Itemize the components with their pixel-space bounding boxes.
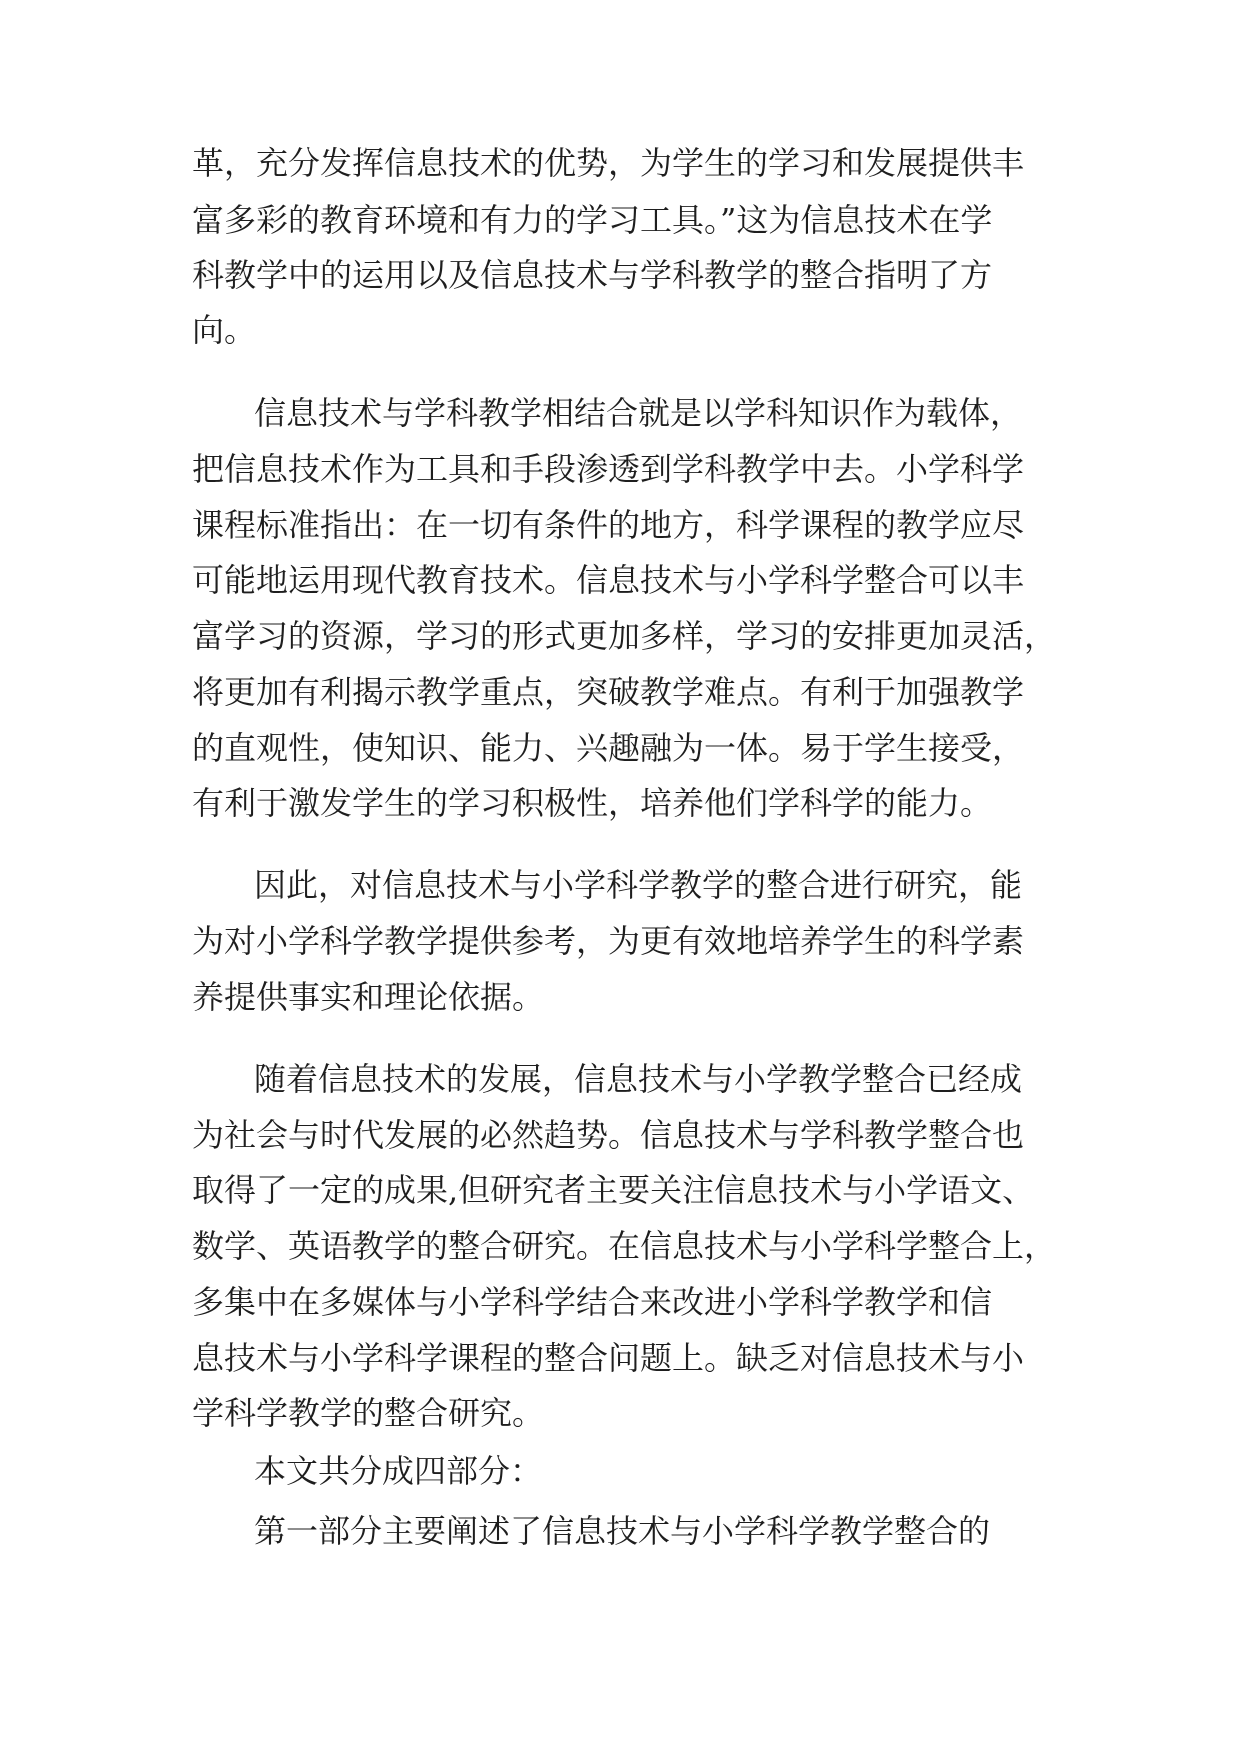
text-line-14: 为对小学科学教学提供参考，为更有效地培养学生的科学素 <box>192 922 1025 960</box>
text-line-7: 课程标准指出：在一切有条件的地方，科学课程的教学应尽 <box>192 506 1025 544</box>
text-line-20: 多集中在多媒体与小学科学结合来改进小学科学教学和信 <box>192 1283 993 1321</box>
text-line-6: 把信息技术作为工具和手段渗透到学科教学中去。小学科学 <box>192 450 1025 488</box>
text-line-10: 将更加有利揭示教学重点，突破教学难点。有利于加强教学 <box>192 673 1025 711</box>
paragraph-4-line-1: 随着信息技术的发展，信息技术与小学教学整合已经成 <box>254 1060 1023 1098</box>
body-text <box>192 0 1057 1754</box>
text-line-1: 革，充分发挥信息技术的优势，为学生的学习和发展提供丰 <box>192 144 1025 182</box>
text-line-2: 富多彩的教育环境和有力的学习工具。”这为信息技术在学 <box>192 201 993 239</box>
paragraph-3-line-1: 因此，对信息技术与小学科学教学的整合进行研究，能 <box>254 866 1023 904</box>
paragraph-5-line-1: 本文共分成四部分： <box>254 1452 543 1490</box>
text-line-11: 的直观性，使知识、能力、兴趣融为一体。易于学生接受， <box>192 729 1025 767</box>
text-line-18: 取得了一定的成果,但研究者主要关注信息技术与小学语文、 <box>192 1171 1035 1209</box>
text-line-15: 养提供事实和理论依据。 <box>192 978 545 1016</box>
text-line-19: 数学、英语教学的整合研究。在信息技术与小学科学整合上， <box>192 1227 1057 1265</box>
text-line-12: 有利于激发学生的学习积极性，培养他们学科学的能力。 <box>192 784 993 822</box>
text-line-4: 向。 <box>192 311 257 349</box>
text-line-8: 可能地运用现代教育技术。信息技术与小学科学整合可以丰 <box>192 561 1025 599</box>
text-line-21: 息技术与小学科学课程的整合问题上。缺乏对信息技术与小 <box>192 1339 1025 1377</box>
text-line-9: 富学习的资源，学习的形式更加多样，学习的安排更加灵活， <box>192 617 1057 655</box>
paragraph-2-line-1: 信息技术与学科教学相结合就是以学科知识作为载体， <box>254 394 1023 432</box>
paragraph-6-line-1: 第一部分主要阐述了信息技术与小学科学教学整合的 <box>254 1512 991 1550</box>
text-line-22: 学科学教学的整合研究。 <box>192 1394 545 1432</box>
text-line-17: 为社会与时代发展的必然趋势。信息技术与学科教学整合也 <box>192 1116 1025 1154</box>
text-line-3: 科教学中的运用以及信息技术与学科教学的整合指明了方 <box>192 256 993 294</box>
